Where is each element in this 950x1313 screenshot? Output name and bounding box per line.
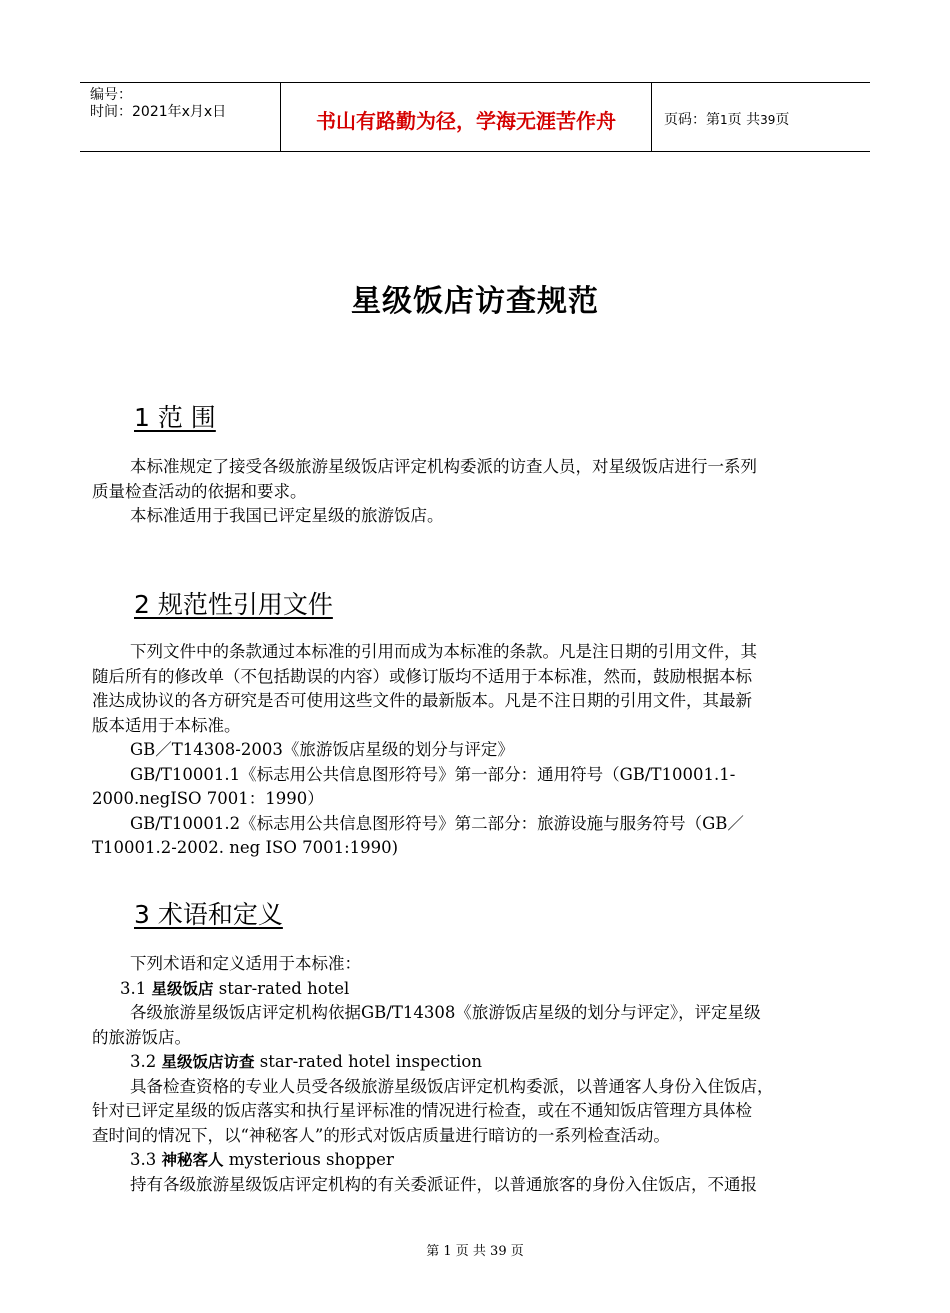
section-2-heading: 2 规范性引用文件 bbox=[134, 590, 333, 619]
section-3-heading: 3 术语和定义 bbox=[134, 900, 283, 929]
paragraph-line: 质量检查活动的依据和要求。 bbox=[92, 481, 307, 501]
reference-line: GB/T10001.2《标志用公共信息图形符号》第二部分：旅游设施与服务符号（GB／ bbox=[130, 813, 744, 833]
term-name: 神秘客人 bbox=[161, 1151, 224, 1169]
paragraph-line: 版本适用于本标准。 bbox=[92, 715, 241, 735]
section-1-body bbox=[92, 455, 868, 529]
reference-line: T10001.2-2002. neg ISO 7001:1990) bbox=[92, 838, 399, 857]
term-number: 3.2 bbox=[130, 1052, 162, 1071]
paragraph-line: 持有各级旅游星级饭店评定机构的有关委派证件，以普通旅客的身份入住饭店，不通报 bbox=[130, 1174, 757, 1194]
header-page-mid: 页 共 bbox=[727, 112, 761, 128]
header-page-cell bbox=[652, 83, 870, 151]
page-footer: 第 1 页 共 39 页 bbox=[426, 1244, 524, 1259]
reference-line: GB/T10001.1《标志用公共信息图形符号》第一部分：通用符号（GB/T10001.1- bbox=[130, 764, 736, 784]
term-number: 3.3 bbox=[130, 1150, 162, 1169]
header-page-prefix: 页码：第 bbox=[664, 112, 720, 128]
header-page-num: 1 bbox=[720, 113, 728, 127]
term-english: mysterious shopper bbox=[223, 1150, 394, 1169]
header-number-label: 编号： bbox=[90, 87, 132, 103]
page-header bbox=[80, 82, 870, 152]
section-3-body bbox=[92, 952, 868, 1197]
term-name: 星级饭店 bbox=[151, 979, 214, 998]
term-3-1-line bbox=[92, 977, 868, 1002]
paragraph-line: 准达成协议的各方研究是否可使用这些文件的最新版本。凡是不注日期的引用文件，其最新 bbox=[92, 691, 752, 710]
header-motto-cell bbox=[280, 83, 652, 151]
paragraph-line: 针对已评定星级的饭店落实和执行星评标准的情况进行检查，或在不通知饭店管理方具体检 bbox=[92, 1101, 752, 1120]
paragraph-line: 随后所有的修改单（不包括勘误的内容）或修订版均不适用于本标准，然而，鼓励根据本标 bbox=[92, 666, 752, 686]
section-2-body bbox=[92, 640, 868, 861]
header-motto: 书山有路勤为径，学海无涯苦作舟 bbox=[316, 109, 616, 133]
document-title: 星级饭店访查规范 bbox=[351, 284, 599, 319]
header-page-suffix: 页 bbox=[775, 112, 790, 128]
paragraph-line: 的旅游饭店。 bbox=[92, 1027, 191, 1047]
paragraph-line: 下列术语和定义适用于本标准： bbox=[130, 954, 361, 973]
reference-line: GB／T14308-2003《旅游饭店星级的划分与评定》 bbox=[130, 740, 514, 759]
term-name: 星级饭店访查 bbox=[161, 1053, 255, 1071]
reference-line: 2000.negISO 7001：1990） bbox=[92, 789, 324, 808]
term-english: star-rated hotel bbox=[213, 978, 350, 998]
term-number: 3.1 bbox=[120, 978, 152, 998]
paragraph-line: 本标准规定了接受各级旅游星级饭店评定机构委派的访查人员，对星级饭店进行一系列 bbox=[130, 457, 757, 476]
header-page-total: 39 bbox=[760, 113, 776, 127]
paragraph-line: 查时间的情况下，以“神秘客人”的形式对饭店质量进行暗访的一系列检查活动。 bbox=[92, 1125, 670, 1145]
term-english: star-rated hotel inspection bbox=[254, 1052, 482, 1071]
header-info-cell bbox=[80, 83, 280, 151]
term-3-3-line bbox=[92, 1148, 868, 1173]
header-time-label: 时间：2021年x月x日 bbox=[90, 104, 227, 120]
paragraph-line: 各级旅游星级饭店评定机构依据GB/T14308《旅游饭店星级的划分与评定》，评定星级 bbox=[130, 1003, 761, 1022]
section-1-heading: 1 范 围 bbox=[134, 403, 216, 432]
paragraph-line: 具备检查资格的专业人员受各级旅游星级饭店评定机构委派，以普通客人身份入住饭店， bbox=[130, 1076, 774, 1096]
paragraph-line: 下列文件中的条款通过本标准的引用而成为本标准的条款。凡是注日期的引用文件，其 bbox=[130, 642, 757, 661]
term-3-2-line bbox=[92, 1050, 868, 1075]
paragraph-line: 本标准适用于我国已评定星级的旅游饭店。 bbox=[130, 506, 444, 525]
